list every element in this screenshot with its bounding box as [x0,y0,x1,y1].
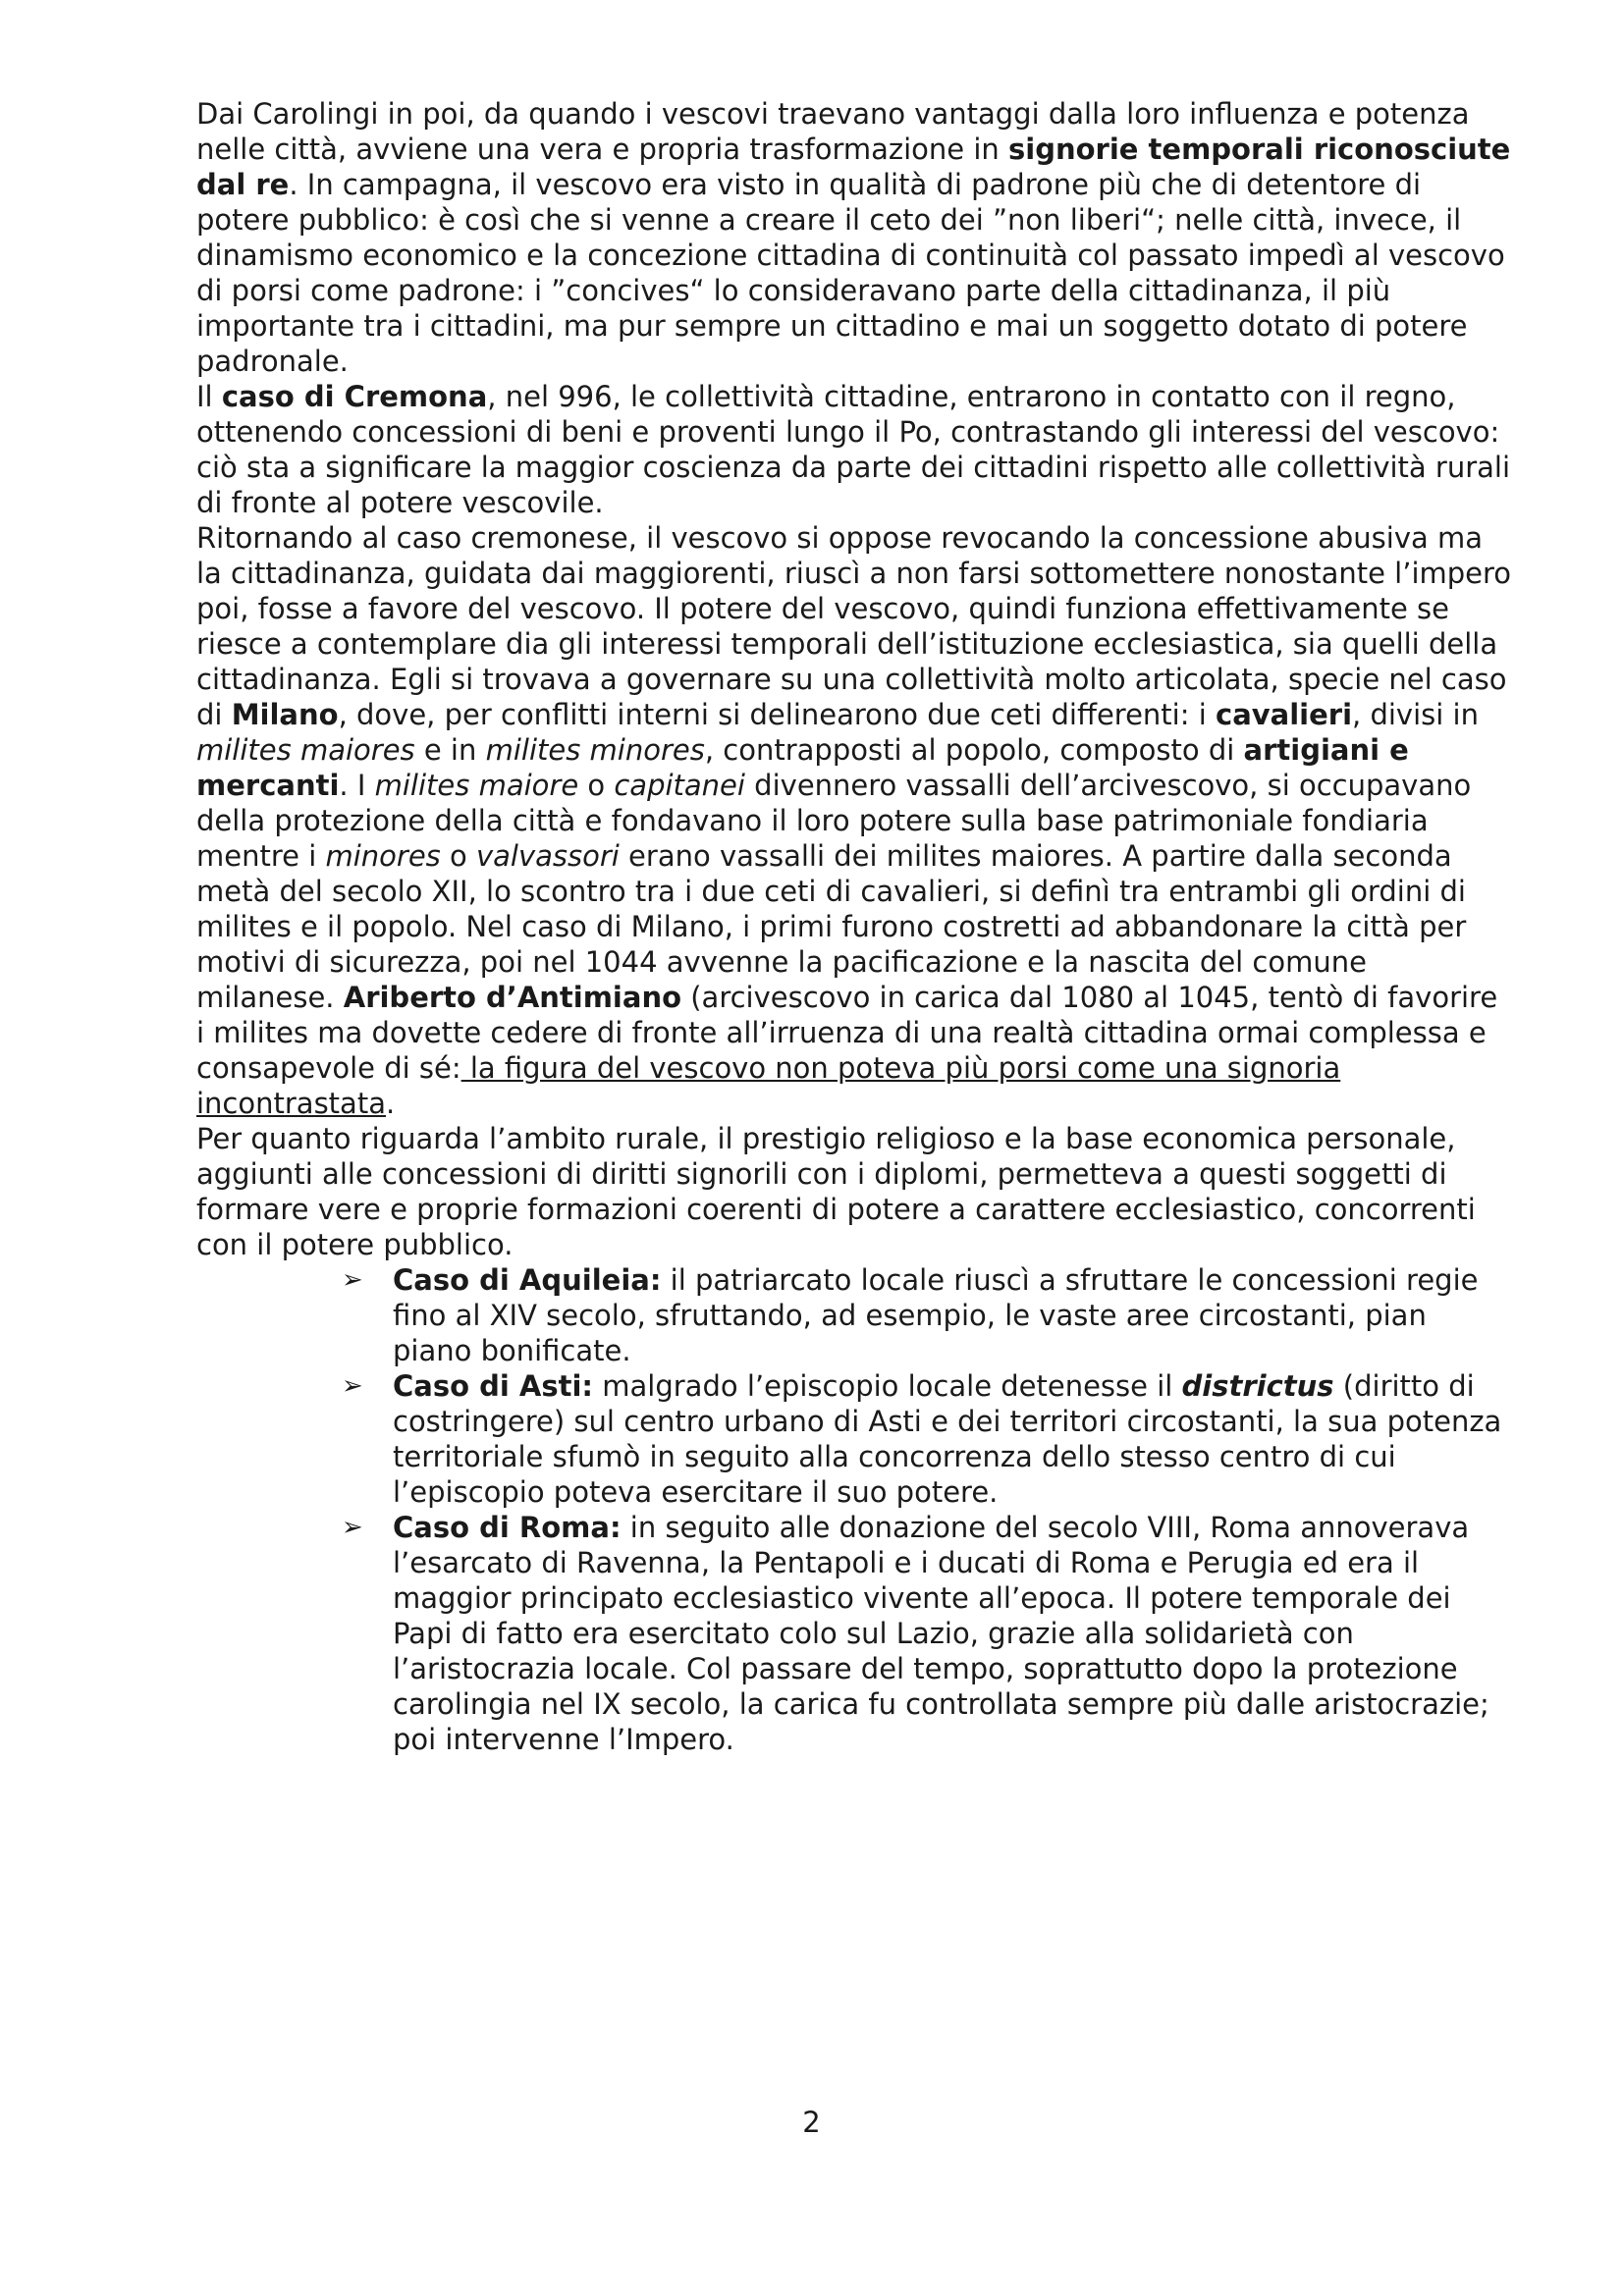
text-run: Dai Carolingi in poi, da quando i vescovi traevano vantaggi dalla loro influenza e potenza nelle città, avviene una vera e propria trasformazione in [196,97,1470,166]
list-item-aquileia [342,1262,1512,1368]
text-run: malgrado l’episcopio locale detenesse il [593,1369,1182,1403]
text-run: Il [196,380,222,413]
text-run: erano vassalli dei milites maiores. A partire dalla seconda metà del secolo XII, lo scontro tra i due ceti di cavalieri, si definì tra entrambi gli ordini di milites e il popolo. Nel caso di Milano, i primi furono costretti ad abbandonare la città per motivi di sicurezza, poi nel 1044 avvenne la pacificazione e la nascita del comune milanese. [196,839,1467,1014]
italic-term: minores [325,839,441,873]
list-item-asti [342,1368,1512,1510]
text-run: Per quanto riguarda l’ambito rurale, il prestigio religioso e la base economica personale, aggiunti alle concessioni di diritti signorili con i diplomi, permetteva a questi soggetti di formare vere e proprie formazioni coerenti di potere a carattere ecclesiastico, concorrenti con il potere pubblico. [196,1122,1476,1261]
italic-term: valvassori [475,839,620,873]
underlined-text: la figura del vescovo non poteva più porsi come una signoria incontrastata [196,1051,1341,1120]
paragraph-carolingi [196,96,1512,379]
body-text [196,96,1512,1757]
paragraph-ambito-rurale [196,1121,1512,1262]
italic-term: milites minores [485,733,705,767]
arrow-bullet-icon: ➢ [342,1371,363,1401]
bullet-heading: Caso di Asti: [393,1369,594,1403]
text-run: Ritornando al caso cremonese, il vescovo si oppose revocando la concessione abusiva ma la cittadinanza, guidata dai maggiorenti, riuscì a non farsi sottomettere nonostante l’impero poi, fosse a favore del vescovo. Il potere del vescovo, quindi funziona effettivamente se riesce a contemplare dia gli interessi temporali dell’istituzione ecclesiastica, sia quelli della cittadinanza. Egli si trovava a governare su una collettività molto articolata, specie nel caso di [196,521,1512,731]
text-run: (diritto di costringere) sul centro urbano di Asti e dei territori circostanti, la sua potenza territoriale sfumò in seguito alla concorrenza dello stesso centro di cui l’episcopio poteva esercitare il suo potere. [393,1369,1502,1509]
bold-term: Ariberto d’Antimiano [343,981,682,1014]
bullet-heading: Caso di Aquileia: [393,1263,662,1297]
italic-term: milites maiore [374,769,579,802]
bold-italic-term: districtus [1181,1369,1334,1403]
bold-term: Milano [231,698,339,731]
text-run: , divisi in [1352,698,1479,731]
text-run: , dove, per conflitti interni si delinearono due ceti differenti: i [338,698,1216,731]
text-run: , nel 996, le collettività cittadine, entrarono in contatto con il regno, ottenendo concessioni di beni e proventi lungo il Po, contrastando gli interessi del vescovo: ciò sta a significare la maggior coscienza da parte dei cittadini rispetto alle collettività rurali di fronte al potere vescovile. [196,380,1511,519]
bullet-heading: Caso di Roma: [393,1511,622,1544]
text-run: in seguito alle donazione del secolo VIII, Roma annoverava l’esarcato di Ravenna, la Pentapoli e i ducati di Roma e Perugia ed era il maggior principato ecclesiastico vivente all’epoca. Il potere temporale dei Papi di fatto era esercitato colo sul Lazio, grazie alla solidarietà con l’aristocrazia locale. Col passare del tempo, soprattutto dopo la protezione carolingia nel IX secolo, la carica fu controllata sempre più dalle aristocrazie; poi intervenne l’Impero. [393,1511,1489,1756]
bold-term: signorie temporali riconosciute dal re [196,133,1511,201]
text-run: o [440,839,476,873]
arrow-bullet-icon: ➢ [342,1513,363,1542]
italic-term: capitanei [614,769,745,802]
text-run: . In campagna, il vescovo era visto in qualità di padrone più che di detentore di potere pubblico: è così che si venne a creare il ceto dei ”non liberi“; nelle città, invece, il dinamismo economico e la concezione cittadina di continuità col passato impedì al vescovo di porsi come padrone: i ”concives“ lo consideravano parte della cittadinanza, il più importante tra i cittadini, ma pur sempre un cittadino e mai un soggetto dotato di potere padronale. [196,168,1505,378]
text-run: (arcivescovo in carica dal 1080 al 1045, tentò di favorire i milites ma dovette cedere di fronte all’irruenza di una realtà cittadina ormai complessa e consapevole di sé: [196,981,1498,1085]
text-run: o [578,769,615,802]
paragraph-milano [196,520,1512,1121]
arrow-bullet-icon: ➢ [342,1265,363,1295]
text-run: . I [339,769,375,802]
case-list [196,1262,1512,1757]
list-item-roma [342,1510,1512,1757]
bold-term: caso di Cremona [221,380,488,413]
text-run: , contrapposti al popolo, composto di [704,733,1244,767]
text-run: divennero vassalli dell’arcivescovo, si occupavano della protezione della città e fondavano il loro potere sulla base patrimoniale fondiaria mentre i [196,769,1472,873]
bold-term: artigiani e mercanti [196,733,1409,802]
bold-term: cavalieri [1216,698,1353,731]
text-run: e in [414,733,486,767]
text-run: il patriarcato locale riuscì a sfruttare le concessioni regie fino al XIV secolo, sfruttando, ad esempio, le vaste aree circostanti, pian piano bonificate. [393,1263,1479,1367]
paragraph-cremona [196,379,1512,520]
page-number: 2 [802,2106,821,2139]
italic-term: milites maiores [196,733,415,767]
text-run: . [385,1087,396,1120]
